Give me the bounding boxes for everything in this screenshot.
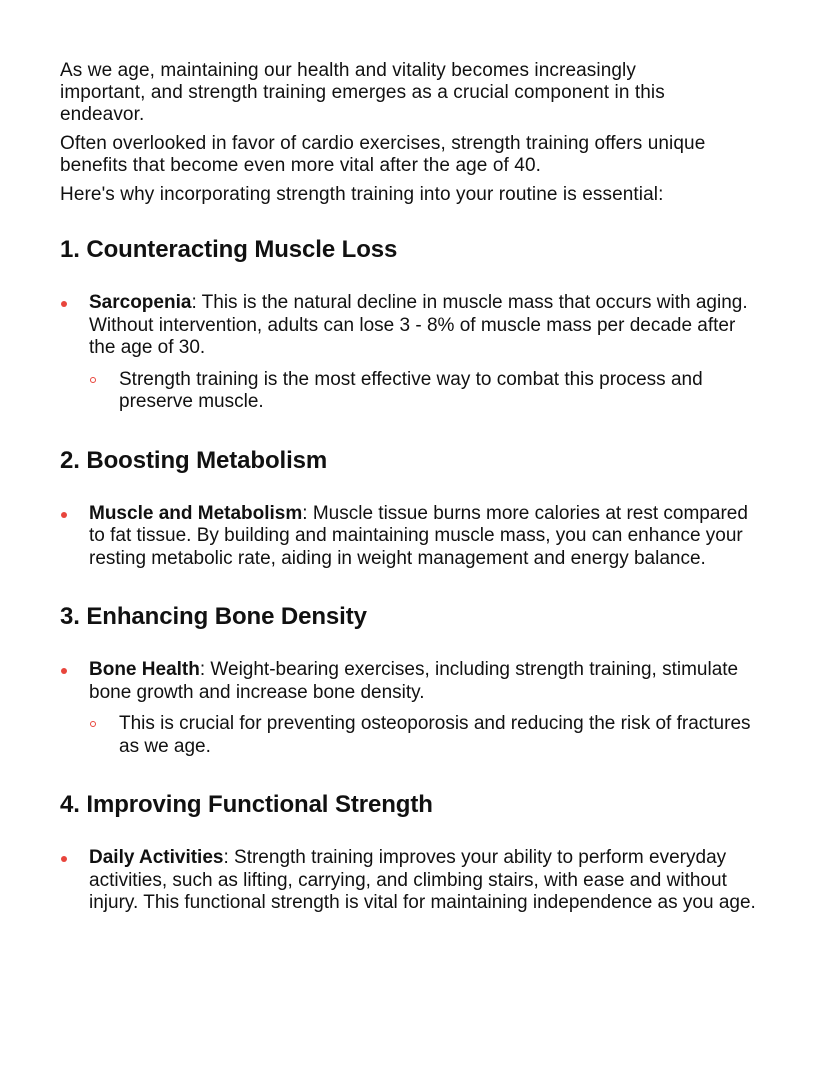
section-functional-strength [60,791,758,915]
section-heading: 3. Enhancing Bone Density [60,603,367,630]
bullet-dot-icon [61,301,67,307]
bullet-item [60,659,758,704]
bullet-text: : Weight-bearing exercises, including strength training, stimulate bone growth and increase bone density. [89,659,739,703]
section-heading: 2. Boosting Metabolism [60,446,328,474]
section-muscle-loss [60,236,758,414]
bullet-text: : Strength training improves your ability to perform everyday activities, such as lifting, carrying, and climbing stairs, with ease and without injury. This functional strength is vital for maintaining independence as you age. [89,847,756,913]
intro [60,60,758,206]
section-metabolism [60,447,758,571]
bullet-term: Bone Health [89,659,200,680]
bullet-dot-icon [61,668,67,674]
intro-paragraph: Here's why incorporating strength training into your routine is essential: [60,184,664,205]
sub-bullet-text: This is crucial for preventing osteoporosis and reducing the risk of fractures as we age. [119,713,751,757]
bullet-dot-icon [61,512,67,518]
bullet-text: : This is the natural decline in muscle mass that occurs with aging. Without intervention, adults can lose 3 - 8% of muscle mass per decade after the age of 30. [89,292,748,358]
bullet-term: Muscle and Metabolism [89,502,303,524]
section-heading: 1. Counteracting Muscle Loss [60,236,398,263]
sub-bullet-text: Strength training is the most effective way to combat this process and preserve muscle. [119,368,703,412]
section-bone-density [60,603,758,758]
bullet-term: Daily Activities [89,847,224,868]
bullet-term: Sarcopenia [89,292,192,313]
bullet-text: : Muscle tissue burns more calories at rest compared to fat tissue. By building and maintaining muscle mass, you can enhance your resting metabolic rate, aiding in weight management and energy balance. [89,502,748,569]
bullet-dot-icon [61,856,67,862]
intro-paragraph: As we age, maintaining our health and vitality becomes increasingly important, and strength training emerges as a crucial component in this endeavor. [60,60,665,125]
sub-bullet-circle-icon [90,377,96,383]
sub-bullet-circle-icon [90,721,96,727]
intro-paragraph: Often overlooked in favor of cardio exercises, strength training offers unique benefits that become even more vital after the age of 40. [60,133,706,176]
bullet-item [60,292,758,360]
sub-bullet-item [60,713,758,758]
sub-bullet-item [60,369,758,414]
bullet-item [60,503,758,571]
section-heading: 4. Improving Functional Strength [60,791,433,818]
bullet-item [60,847,758,915]
